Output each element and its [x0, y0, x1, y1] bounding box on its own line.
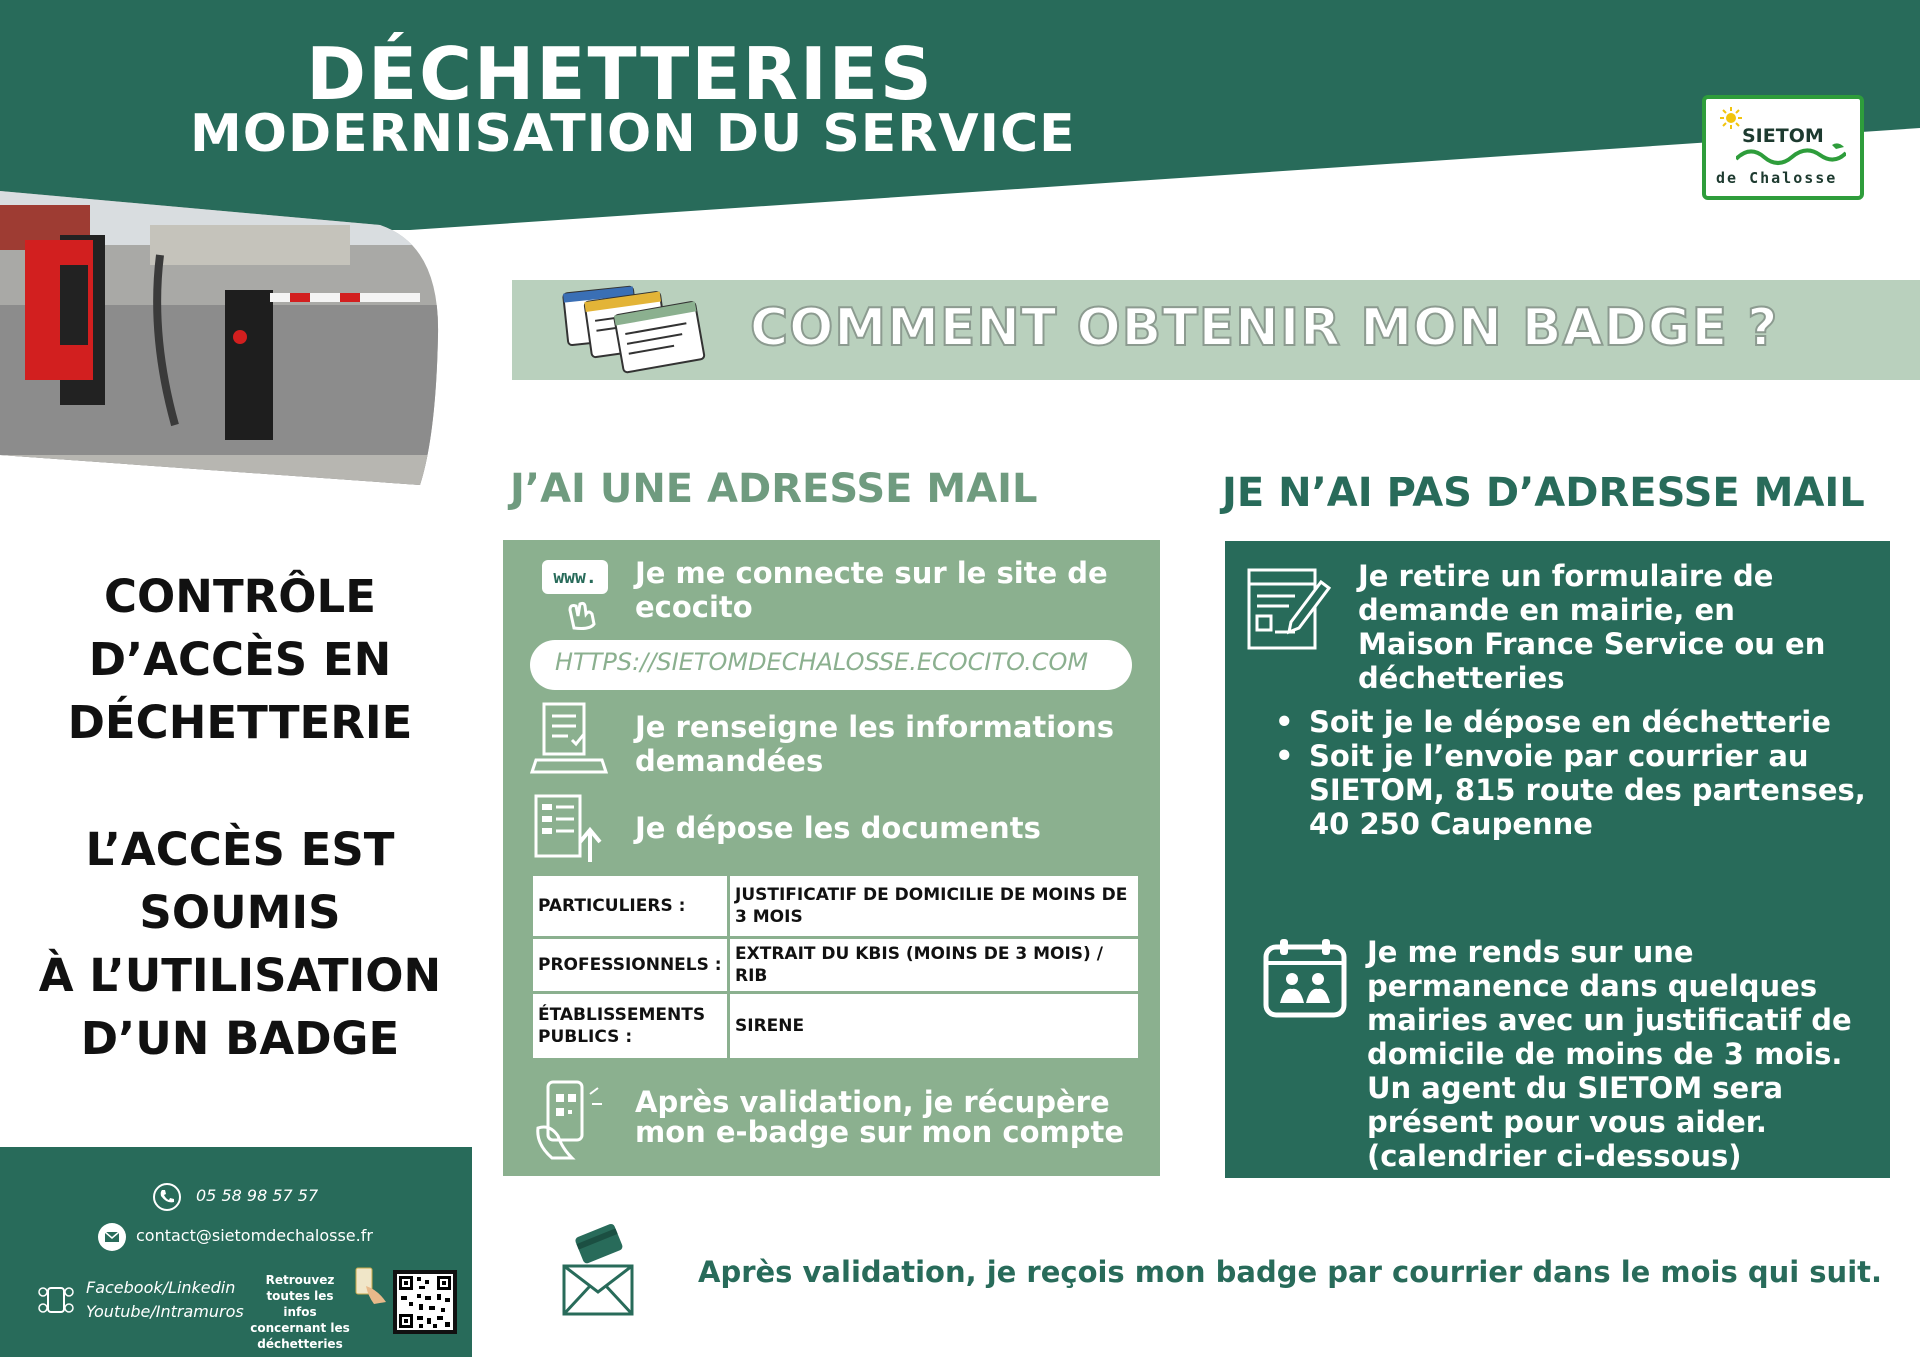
phone-qr-icon: [532, 1078, 604, 1162]
bottom-note: Après validation, je reçois mon badge par courrier dans le mois qui suit.: [698, 1255, 1883, 1289]
step-info-text: Je renseigne les informations demandées: [635, 710, 1115, 778]
step-connect-text: Je me connecte sur le site de ecocito: [635, 556, 1108, 624]
calendar-people-icon: [1262, 935, 1348, 1019]
sietom-logo: [1702, 95, 1864, 200]
without-email-heading: JE N’AI PAS D’ADRESSE MAIL: [1222, 470, 1865, 516]
logo-subname: de Chalosse: [1716, 169, 1838, 187]
badge-cards: [560, 280, 710, 378]
sun-icon: [1720, 107, 1742, 129]
table-cell-doc: JUSTIFICATIF DE DOMICILIE DE MOINS DE 3 MOIS: [730, 876, 1138, 936]
page-title: DÉCHETTERIES: [306, 32, 934, 116]
permanence-text: Je me rends sur une permanence dans quelques mairies avec un justificatif de domicile de moins de 3 mois. Un agent du SIETOM sera présent pour vous aider. (calendrier ci-dessous): [1367, 935, 1852, 1173]
laptop-form-icon: [530, 700, 610, 780]
logo-name: SIETOM: [1742, 125, 1824, 147]
envelope-card-icon: [560, 1222, 636, 1318]
table-cell-type: PARTICULIERS :: [533, 876, 727, 936]
wave-icon: [1736, 143, 1846, 167]
badge-required-text: L’ACCÈS EST SOUMIS À L’UTILISATION D’UN BADGE: [38, 823, 442, 1065]
form-instructions-text: Je retire un formulaire de demande en mairie, en Maison France Service ou en déchetteries: [1358, 559, 1826, 695]
table-row: [533, 994, 1138, 1058]
list-item: • Soit je l’envoie par courrier au SIETOM, 815 route des partenses, 40 250 Caupenne: [1275, 739, 1875, 841]
table-cell-type: ÉTABLISSEMENTS PUBLICS :: [533, 994, 727, 1058]
step-validation-text: Après validation, je récupère mon e-badge sur mon compte: [635, 1085, 1125, 1149]
table-row: [533, 876, 1138, 936]
social-links-2[interactable]: Youtube/Intramuros: [86, 1302, 244, 1321]
barrier-photo: [0, 185, 440, 495]
phone-scan-icon: [352, 1266, 396, 1306]
document-upload-icon: [532, 792, 608, 864]
ecocito-url-text[interactable]: HTTPS://SIETOMDECHALOSSE.ECOCITO.COM: [555, 648, 1089, 676]
with-email-heading: J’AI UNE ADRESSE MAIL: [510, 466, 1038, 512]
phone-icon: [152, 1182, 182, 1212]
qr-caption: Retrouvez toutes les infos concernant les déchetteries: [250, 1273, 350, 1351]
qr-code[interactable]: [393, 1270, 457, 1334]
page-subtitle: MODERNISATION DU SERVICE: [190, 104, 1076, 164]
web-click-icon: [540, 558, 614, 630]
submission-options: [1275, 705, 1875, 841]
table-row: [533, 939, 1138, 991]
social-links-1[interactable]: Facebook/Linkedin: [86, 1278, 236, 1297]
list-item: • Soit je le dépose en déchetterie: [1275, 705, 1875, 739]
www-label: www.: [553, 567, 597, 588]
email-icon: [97, 1222, 127, 1252]
social-icon: [38, 1282, 74, 1318]
table-cell-doc: SIRENE: [730, 994, 1138, 1058]
table-cell-doc: EXTRAIT DU KBIS (MOINS DE 3 MOIS) / RIB: [730, 939, 1138, 991]
phone-number[interactable]: 05 58 98 57 57: [196, 1186, 319, 1205]
documents-table: [530, 873, 1141, 1061]
form-pen-icon: [1245, 566, 1331, 652]
banner-title: COMMENT OBTENIR MON BADGE ?: [750, 298, 1779, 358]
table-cell-type: PROFESSIONNELS :: [533, 939, 727, 991]
email-address[interactable]: contact@sietomdechalosse.fr: [136, 1226, 373, 1245]
step-docs-text: Je dépose les documents: [635, 811, 1041, 845]
access-control-text: CONTRÔLE D’ACCÈS EN DÉCHETTERIE: [67, 570, 413, 749]
